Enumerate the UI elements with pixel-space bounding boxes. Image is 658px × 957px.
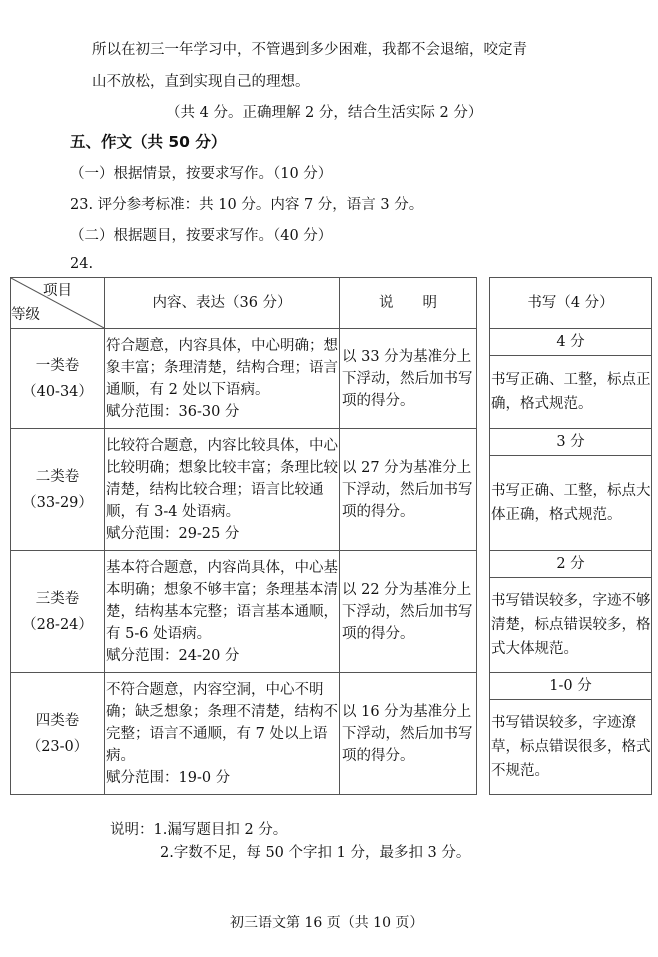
grade-range: （23-0） <box>26 738 89 755</box>
writing-desc: 书写错误较多，字迹不够清楚，标点错误较多，格式大体规范。 <box>490 578 652 673</box>
explain-cell: 以 27 分为基准分上下浮动，然后加书写项的得分。 <box>340 429 477 551</box>
intro-line-1: 所以在初三一年学习中，不管遇到多少困难，我都不会退缩，咬定青 <box>92 42 527 58</box>
intro-line-2: 山不放松，直到实现自己的理想。 <box>92 74 310 90</box>
intro-score-note: （共 4 分。正确理解 2 分，结合生活实际 2 分） <box>166 105 483 121</box>
table-row <box>11 551 652 578</box>
content-desc: 基本符合题意，内容尚具体，中心基本明确；想象不够丰富；条理基本清楚，结构基本完整；语言基本通顺，有 5-6 处语病。 <box>106 559 338 642</box>
score-range: 赋分范围：29-25 分 <box>106 525 240 542</box>
column-gap <box>477 278 490 329</box>
writing-desc: 书写错误较多，字迹潦草，标点错误很多，格式不规范。 <box>490 700 652 795</box>
score-range: 赋分范围：36-30 分 <box>106 403 240 420</box>
table-header-row <box>11 278 652 329</box>
content-cell <box>105 429 340 551</box>
column-gap <box>477 673 490 795</box>
content-cell <box>105 673 340 795</box>
question-24: 24. <box>70 256 94 272</box>
explain-cell: 以 22 分为基准分上下浮动，然后加书写项的得分。 <box>340 551 477 673</box>
question-23: 23. 评分参考标准：共 10 分。内容 7 分，语言 3 分。 <box>70 197 424 213</box>
explain-cell: 以 33 分为基准分上下浮动，然后加书写项的得分。 <box>340 329 477 429</box>
grade-label: 二类卷 <box>35 468 80 485</box>
corner-item-label: 项目 <box>43 283 72 299</box>
grade-label: 四类卷 <box>35 712 80 729</box>
table-row <box>11 329 652 356</box>
content-cell <box>105 329 340 429</box>
content-header: 内容、表达（36 分） <box>105 278 340 329</box>
grade-range: （28-24） <box>22 616 93 633</box>
writing-header: 书写（4 分） <box>490 278 652 329</box>
part-2-heading: （二）根据题目，按要求写作。（40 分） <box>70 228 333 244</box>
grade-cell <box>11 329 105 429</box>
grade-label: 三类卷 <box>35 590 80 607</box>
explain-cell: 以 16 分为基准分上下浮动，然后加书写项的得分。 <box>340 673 477 795</box>
section-title: 五、作文（共 50 分） <box>70 133 227 151</box>
score-range: 赋分范围：24-20 分 <box>106 647 240 664</box>
writing-score: 3 分 <box>490 429 652 456</box>
grade-label: 一类卷 <box>35 357 80 374</box>
column-gap <box>477 429 490 551</box>
column-gap <box>477 551 490 673</box>
note-line-2: 2.字数不足，每 50 个字扣 1 分，最多扣 3 分。 <box>160 845 471 861</box>
grade-cell <box>11 551 105 673</box>
content-cell <box>105 551 340 673</box>
content-desc: 符合题意，内容具体，中心明确；想象丰富；条理清楚，结构合理；语言通顺，有 2 处以下语病。 <box>106 337 338 398</box>
column-gap <box>477 329 490 429</box>
corner-header-cell <box>11 278 105 329</box>
grade-range: （33-29） <box>22 494 93 511</box>
corner-grade-label: 等级 <box>11 307 40 323</box>
note-line-1: 说明：1.漏写题目扣 2 分。 <box>110 822 288 838</box>
writing-score: 1-0 分 <box>490 673 652 700</box>
table-row <box>11 429 652 456</box>
grade-range: （40-34） <box>22 383 93 400</box>
explain-header: 说 明 <box>340 278 477 329</box>
grade-cell <box>11 673 105 795</box>
writing-desc: 书写正确、工整，标点大体正确，格式规范。 <box>490 456 652 551</box>
writing-score: 2 分 <box>490 551 652 578</box>
writing-score: 4 分 <box>490 329 652 356</box>
page-footer: 初三语文第 16 页（共 10 页） <box>230 915 424 931</box>
table-row <box>11 673 652 700</box>
content-desc: 不符合题意，内容空洞，中心不明确；缺乏想象；条理不清楚，结构不完整；语言不通顺，有 7 处以上语病。 <box>106 681 338 764</box>
scoring-table <box>10 277 652 795</box>
score-range: 赋分范围：19-0 分 <box>106 769 231 786</box>
part-1-heading: （一）根据情景，按要求写作。（10 分） <box>70 166 333 182</box>
writing-desc: 书写正确、工整，标点正确，格式规范。 <box>490 356 652 429</box>
content-desc: 比较符合题意，内容比较具体，中心比较明确；想象比较丰富；条理比较清楚，结构比较合理；语言比较通顺，有 3-4 处语病。 <box>106 437 338 520</box>
grade-cell <box>11 429 105 551</box>
